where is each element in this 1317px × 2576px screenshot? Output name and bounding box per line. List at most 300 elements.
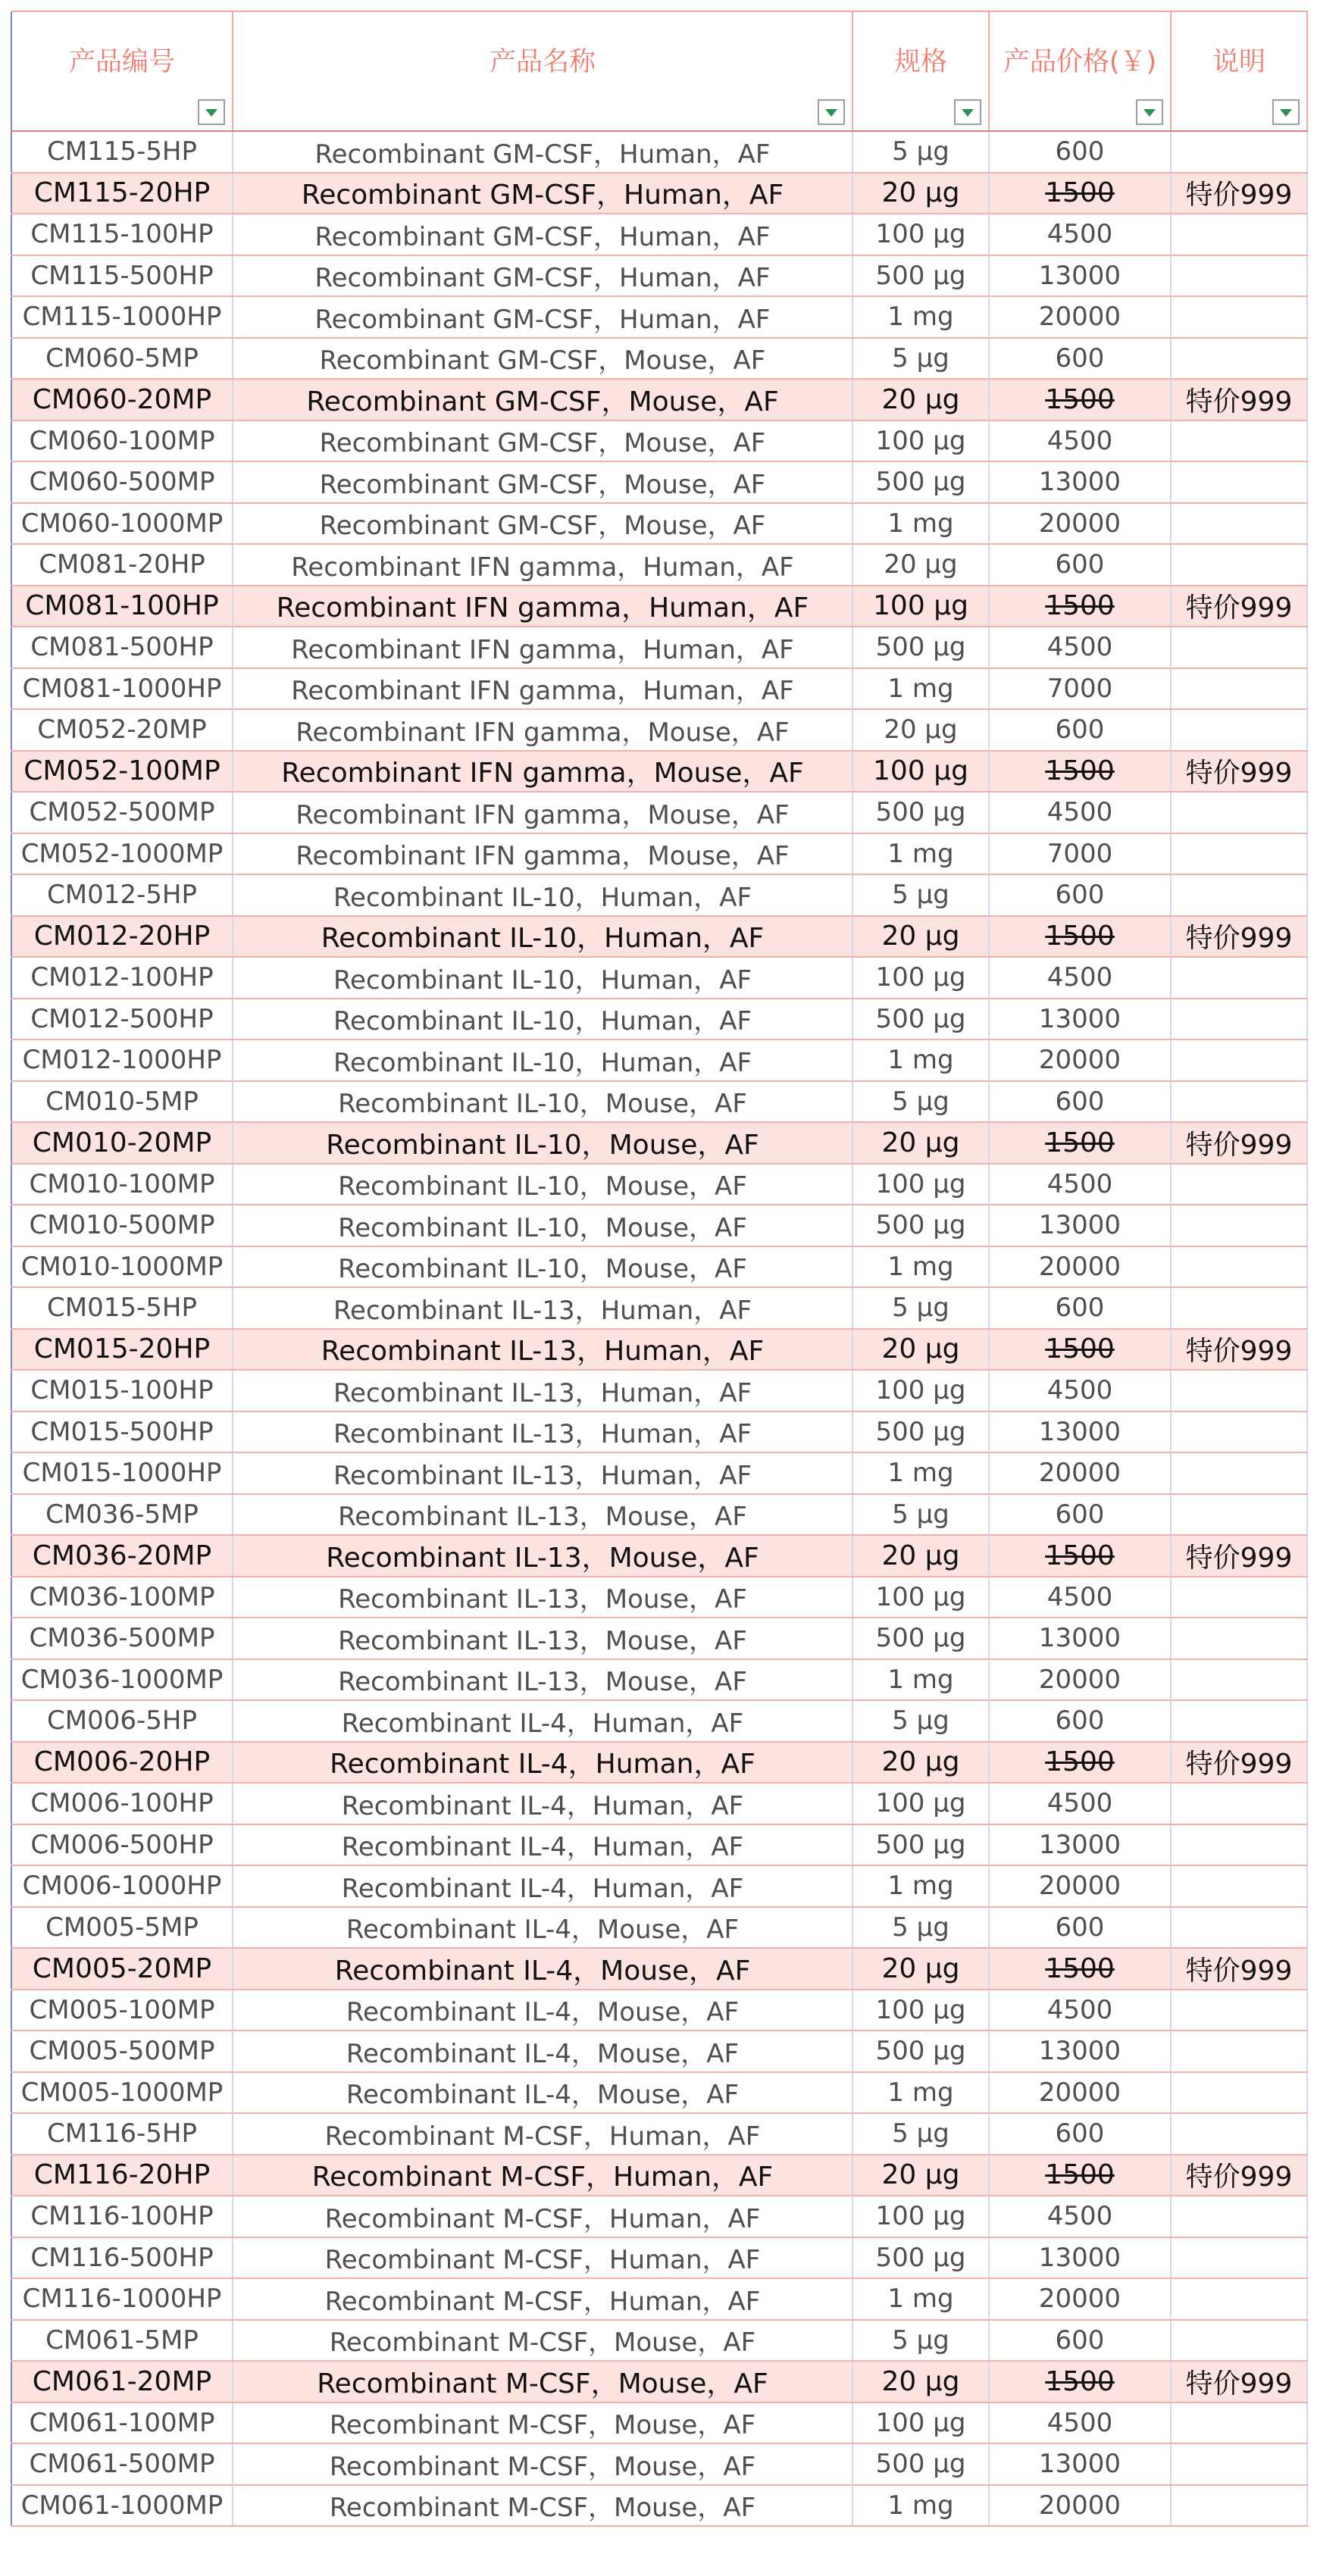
cell-price[interactable]: 600: [989, 338, 1171, 380]
cell-price[interactable]: 20000: [989, 1865, 1171, 1907]
cell-spec[interactable]: 20 μg: [852, 173, 989, 214]
cell-note[interactable]: [1171, 1865, 1307, 1907]
cell-note[interactable]: [1171, 2030, 1307, 2072]
cell-product-code[interactable]: CM015-20HP: [11, 1329, 233, 1371]
filter-dropdown-icon[interactable]: [198, 99, 225, 125]
cell-spec[interactable]: 1 mg: [852, 1452, 989, 1494]
cell-price[interactable]: 7000: [989, 668, 1171, 710]
cell-price[interactable]: 600: [989, 874, 1171, 916]
cell-product-name[interactable]: Recombinant IL-13，Human，AF: [233, 1329, 852, 1371]
cell-product-name[interactable]: Recombinant IL-10，Mouse，AF: [233, 1122, 852, 1164]
cell-note[interactable]: [1171, 214, 1307, 255]
cell-note[interactable]: [1171, 1659, 1307, 1701]
cell-note[interactable]: [1171, 627, 1307, 668]
cell-price[interactable]: 4500: [989, 420, 1171, 462]
cell-price[interactable]: 600: [989, 1494, 1171, 1536]
cell-product-code[interactable]: CM061-1000MP: [11, 2485, 233, 2527]
cell-product-code[interactable]: CM006-5HP: [11, 1700, 233, 1742]
cell-note[interactable]: [1171, 1081, 1307, 1123]
cell-product-name[interactable]: Recombinant IL-13，Human，AF: [233, 1287, 852, 1329]
cell-product-name[interactable]: Recombinant IL-10，Mouse，AF: [233, 1081, 852, 1123]
cell-product-code[interactable]: CM006-500HP: [11, 1824, 233, 1866]
cell-product-code[interactable]: CM116-20HP: [11, 2155, 233, 2196]
cell-spec[interactable]: 500 μg: [852, 627, 989, 668]
cell-spec[interactable]: 5 μg: [852, 1907, 989, 1949]
cell-product-code[interactable]: CM012-500HP: [11, 999, 233, 1040]
cell-product-code[interactable]: CM060-500MP: [11, 461, 233, 503]
cell-product-code[interactable]: CM061-20MP: [11, 2361, 233, 2402]
cell-product-code[interactable]: CM061-5MP: [11, 2320, 233, 2362]
cell-product-name[interactable]: Recombinant IFN gamma，Human，AF: [233, 586, 852, 627]
cell-spec[interactable]: 500 μg: [852, 461, 989, 503]
cell-product-code[interactable]: CM012-5HP: [11, 874, 233, 916]
cell-product-name[interactable]: Recombinant IL-4，Human，AF: [233, 1824, 852, 1866]
cell-note[interactable]: [1171, 2443, 1307, 2485]
cell-price[interactable]: 20000: [989, 1246, 1171, 1288]
cell-spec[interactable]: 100 μg: [852, 2196, 989, 2237]
cell-note[interactable]: [1171, 2278, 1307, 2320]
cell-product-code[interactable]: CM052-500MP: [11, 792, 233, 833]
cell-product-name[interactable]: Recombinant IL-10，Mouse，AF: [233, 1164, 852, 1205]
cell-spec[interactable]: 100 μg: [852, 957, 989, 999]
cell-note[interactable]: [1171, 2485, 1307, 2527]
cell-note[interactable]: [1171, 874, 1307, 916]
cell-product-name[interactable]: Recombinant IFN gamma，Mouse，AF: [233, 709, 852, 751]
cell-price[interactable]: 4500: [989, 1164, 1171, 1205]
cell-spec[interactable]: 100 μg: [852, 586, 989, 627]
cell-price[interactable]: 600: [989, 131, 1171, 173]
cell-spec[interactable]: 100 μg: [852, 1370, 989, 1411]
cell-product-code[interactable]: CM005-1000MP: [11, 2072, 233, 2114]
cell-note[interactable]: [1171, 709, 1307, 751]
cell-note[interactable]: [1171, 999, 1307, 1040]
cell-note[interactable]: [1171, 2196, 1307, 2237]
cell-note[interactable]: [1171, 2237, 1307, 2279]
cell-product-code[interactable]: CM006-20HP: [11, 1742, 233, 1784]
cell-product-name[interactable]: Recombinant IL-4，Mouse，AF: [233, 2030, 852, 2072]
cell-spec[interactable]: 5 μg: [852, 1700, 989, 1742]
cell-note[interactable]: 特价999: [1171, 1948, 1307, 1990]
cell-spec[interactable]: 500 μg: [852, 2237, 989, 2279]
cell-spec[interactable]: 5 μg: [852, 874, 989, 916]
cell-price[interactable]: 600: [989, 2113, 1171, 2155]
cell-spec[interactable]: 20 μg: [852, 1948, 989, 1990]
cell-product-code[interactable]: CM015-5HP: [11, 1287, 233, 1329]
cell-product-name[interactable]: Recombinant IL-10，Human，AF: [233, 874, 852, 916]
cell-product-code[interactable]: CM010-20MP: [11, 1122, 233, 1164]
cell-product-name[interactable]: Recombinant IFN gamma，Mouse，AF: [233, 792, 852, 833]
cell-note[interactable]: 特价999: [1171, 173, 1307, 214]
cell-product-code[interactable]: CM010-5MP: [11, 1081, 233, 1123]
cell-product-name[interactable]: Recombinant GM-CSF，Human，AF: [233, 173, 852, 214]
cell-product-name[interactable]: Recombinant IL-4，Human，AF: [233, 1783, 852, 1824]
cell-note[interactable]: [1171, 1824, 1307, 1866]
cell-spec[interactable]: 100 μg: [852, 1783, 989, 1824]
cell-spec[interactable]: 500 μg: [852, 792, 989, 833]
cell-product-name[interactable]: Recombinant IL-4，Mouse，AF: [233, 2072, 852, 2114]
cell-product-name[interactable]: Recombinant M-CSF，Mouse，AF: [233, 2361, 852, 2402]
cell-note[interactable]: [1171, 2402, 1307, 2444]
cell-product-code[interactable]: CM060-1000MP: [11, 503, 233, 545]
cell-note[interactable]: [1171, 503, 1307, 545]
cell-price[interactable]: 4500: [989, 1783, 1171, 1824]
cell-price[interactable]: [989, 379, 1171, 420]
cell-product-name[interactable]: Recombinant M-CSF，Human，AF: [233, 2196, 852, 2237]
cell-spec[interactable]: 500 μg: [852, 999, 989, 1040]
cell-spec[interactable]: 100 μg: [852, 420, 989, 462]
cell-note[interactable]: [1171, 2320, 1307, 2362]
cell-product-name[interactable]: Recombinant M-CSF，Human，AF: [233, 2113, 852, 2155]
cell-product-code[interactable]: CM115-20HP: [11, 173, 233, 214]
cell-price[interactable]: [989, 173, 1171, 214]
cell-product-name[interactable]: Recombinant GM-CSF，Human，AF: [233, 296, 852, 338]
cell-note[interactable]: [1171, 1039, 1307, 1081]
cell-note[interactable]: [1171, 461, 1307, 503]
cell-price[interactable]: 13000: [989, 461, 1171, 503]
cell-product-name[interactable]: Recombinant IL-4，Mouse，AF: [233, 1907, 852, 1949]
cell-spec[interactable]: 1 mg: [852, 2485, 989, 2527]
cell-product-code[interactable]: CM010-1000MP: [11, 1246, 233, 1288]
cell-note[interactable]: [1171, 255, 1307, 297]
cell-note[interactable]: [1171, 1246, 1307, 1288]
cell-price[interactable]: [989, 586, 1171, 627]
cell-spec[interactable]: 20 μg: [852, 1535, 989, 1577]
cell-spec[interactable]: 500 μg: [852, 1205, 989, 1246]
cell-spec[interactable]: 20 μg: [852, 2361, 989, 2402]
cell-product-code[interactable]: CM015-1000HP: [11, 1452, 233, 1494]
cell-spec[interactable]: 500 μg: [852, 1411, 989, 1453]
cell-note[interactable]: [1171, 1907, 1307, 1949]
cell-note[interactable]: [1171, 2113, 1307, 2155]
cell-note[interactable]: 特价999: [1171, 586, 1307, 627]
cell-spec[interactable]: 1 mg: [852, 1246, 989, 1288]
cell-price[interactable]: [989, 751, 1171, 792]
cell-price[interactable]: 600: [989, 709, 1171, 751]
cell-product-name[interactable]: Recombinant IL-10，Mouse，AF: [233, 1205, 852, 1246]
cell-spec[interactable]: 100 μg: [852, 1577, 989, 1618]
cell-note[interactable]: 特价999: [1171, 751, 1307, 792]
cell-product-code[interactable]: CM005-500MP: [11, 2030, 233, 2072]
cell-spec[interactable]: 500 μg: [852, 2443, 989, 2485]
cell-product-code[interactable]: CM116-100HP: [11, 2196, 233, 2237]
cell-spec[interactable]: 20 μg: [852, 2155, 989, 2196]
cell-spec[interactable]: 1 mg: [852, 503, 989, 545]
cell-product-code[interactable]: CM115-1000HP: [11, 296, 233, 338]
cell-note[interactable]: [1171, 1370, 1307, 1411]
cell-product-name[interactable]: Recombinant GM-CSF，Mouse，AF: [233, 461, 852, 503]
cell-spec[interactable]: 500 μg: [852, 255, 989, 297]
cell-price[interactable]: 4500: [989, 214, 1171, 255]
cell-product-name[interactable]: Recombinant IL-10，Human，AF: [233, 916, 852, 958]
cell-spec[interactable]: 20 μg: [852, 379, 989, 420]
cell-price[interactable]: 600: [989, 544, 1171, 586]
cell-product-code[interactable]: CM061-500MP: [11, 2443, 233, 2485]
cell-spec[interactable]: 5 μg: [852, 131, 989, 173]
cell-spec[interactable]: 500 μg: [852, 2030, 989, 2072]
cell-product-name[interactable]: Recombinant IL-10，Mouse，AF: [233, 1246, 852, 1288]
cell-product-name[interactable]: Recombinant IL-4，Human，AF: [233, 1865, 852, 1907]
cell-product-code[interactable]: CM052-20MP: [11, 709, 233, 751]
cell-spec[interactable]: 5 μg: [852, 2320, 989, 2362]
cell-product-name[interactable]: Recombinant GM-CSF，Human，AF: [233, 255, 852, 297]
cell-price[interactable]: 20000: [989, 1452, 1171, 1494]
cell-product-code[interactable]: CM012-1000HP: [11, 1039, 233, 1081]
cell-spec[interactable]: 1 mg: [852, 2072, 989, 2114]
cell-product-name[interactable]: Recombinant M-CSF，Human，AF: [233, 2278, 852, 2320]
cell-product-name[interactable]: Recombinant GM-CSF，Mouse，AF: [233, 503, 852, 545]
cell-product-name[interactable]: Recombinant M-CSF，Mouse，AF: [233, 2320, 852, 2362]
cell-product-code[interactable]: CM060-5MP: [11, 338, 233, 380]
cell-note[interactable]: [1171, 1783, 1307, 1824]
cell-price[interactable]: 13000: [989, 2443, 1171, 2485]
cell-product-code[interactable]: CM115-100HP: [11, 214, 233, 255]
cell-note[interactable]: [1171, 1411, 1307, 1453]
table-row: [11, 338, 1307, 380]
cell-price[interactable]: 20000: [989, 2072, 1171, 2114]
cell-product-name[interactable]: Recombinant IL-13，Human，AF: [233, 1452, 852, 1494]
cell-price[interactable]: 4500: [989, 627, 1171, 668]
cell-product-name[interactable]: Recombinant IL-4，Mouse，AF: [233, 1948, 852, 1990]
cell-product-name[interactable]: Recombinant M-CSF，Mouse，AF: [233, 2402, 852, 2444]
cell-note[interactable]: [1171, 957, 1307, 999]
cell-price[interactable]: 20000: [989, 503, 1171, 545]
cell-spec[interactable]: 20 μg: [852, 709, 989, 751]
cell-note[interactable]: [1171, 1990, 1307, 2031]
cell-spec[interactable]: 1 mg: [852, 833, 989, 875]
cell-note[interactable]: 特价999: [1171, 1122, 1307, 1164]
cell-price[interactable]: 20000: [989, 2278, 1171, 2320]
cell-product-name[interactable]: Recombinant IL-10，Human，AF: [233, 957, 852, 999]
cell-note[interactable]: [1171, 668, 1307, 710]
cell-product-name[interactable]: Recombinant IL-4，Mouse，AF: [233, 1990, 852, 2031]
cell-product-name[interactable]: Recombinant IL-10，Human，AF: [233, 1039, 852, 1081]
cell-product-name[interactable]: Recombinant IFN gamma，Human，AF: [233, 668, 852, 710]
cell-price[interactable]: 13000: [989, 999, 1171, 1040]
cell-price[interactable]: 13000: [989, 2030, 1171, 2072]
cell-price[interactable]: 4500: [989, 2196, 1171, 2237]
table-row-promo: [11, 916, 1307, 958]
cell-spec[interactable]: 1 mg: [852, 1865, 989, 1907]
cell-spec[interactable]: 1 mg: [852, 1659, 989, 1701]
cell-price[interactable]: [989, 1329, 1171, 1371]
cell-product-code[interactable]: CM116-500HP: [11, 2237, 233, 2279]
cell-product-name[interactable]: Recombinant IFN gamma，Human，AF: [233, 627, 852, 668]
cell-price[interactable]: 600: [989, 2320, 1171, 2362]
cell-note[interactable]: [1171, 338, 1307, 380]
cell-product-code[interactable]: CM060-100MP: [11, 420, 233, 462]
table-row: [11, 1783, 1307, 1824]
cell-note[interactable]: [1171, 544, 1307, 586]
cell-price[interactable]: 13000: [989, 1824, 1171, 1866]
cell-product-name[interactable]: Recombinant IFN gamma，Mouse，AF: [233, 833, 852, 875]
cell-product-name[interactable]: Recombinant M-CSF，Human，AF: [233, 2237, 852, 2279]
cell-price[interactable]: 4500: [989, 2402, 1171, 2444]
cell-product-code[interactable]: CM081-100HP: [11, 586, 233, 627]
cell-spec[interactable]: 1 mg: [852, 668, 989, 710]
cell-spec[interactable]: 5 μg: [852, 1494, 989, 1536]
cell-product-code[interactable]: CM081-20HP: [11, 544, 233, 586]
cell-note[interactable]: 特价999: [1171, 379, 1307, 420]
cell-spec[interactable]: 20 μg: [852, 1329, 989, 1371]
cell-note[interactable]: [1171, 1618, 1307, 1659]
cell-note[interactable]: [1171, 131, 1307, 173]
cell-price[interactable]: 20000: [989, 1659, 1171, 1701]
cell-price[interactable]: 4500: [989, 792, 1171, 833]
cell-note[interactable]: [1171, 1205, 1307, 1246]
cell-spec[interactable]: 20 μg: [852, 1122, 989, 1164]
cell-price[interactable]: [989, 2155, 1171, 2196]
cell-product-code[interactable]: CM052-1000MP: [11, 833, 233, 875]
cell-product-code[interactable]: CM116-5HP: [11, 2113, 233, 2155]
cell-price[interactable]: [989, 2361, 1171, 2402]
cell-price[interactable]: 13000: [989, 255, 1171, 297]
cell-product-code[interactable]: CM012-20HP: [11, 916, 233, 958]
cell-product-name[interactable]: Recombinant IFN gamma，Mouse，AF: [233, 751, 852, 792]
cell-spec[interactable]: 20 μg: [852, 544, 989, 586]
cell-note[interactable]: [1171, 2072, 1307, 2114]
cell-product-name[interactable]: Recombinant GM-CSF，Human，AF: [233, 214, 852, 255]
cell-note[interactable]: 特价999: [1171, 1329, 1307, 1371]
cell-spec[interactable]: 1 mg: [852, 296, 989, 338]
cell-product-code[interactable]: CM036-100MP: [11, 1577, 233, 1618]
cell-price[interactable]: 20000: [989, 296, 1171, 338]
cell-spec[interactable]: 5 μg: [852, 338, 989, 380]
cell-product-code[interactable]: CM006-1000HP: [11, 1865, 233, 1907]
cell-price[interactable]: [989, 916, 1171, 958]
cell-product-name[interactable]: Recombinant IL-4，Human，AF: [233, 1700, 852, 1742]
cell-price[interactable]: [989, 1948, 1171, 1990]
cell-product-name[interactable]: Recombinant IL-13，Mouse，AF: [233, 1659, 852, 1701]
cell-note[interactable]: 特价999: [1171, 1742, 1307, 1784]
cell-price[interactable]: [989, 1742, 1171, 1784]
cell-note[interactable]: [1171, 833, 1307, 875]
cell-product-code[interactable]: CM012-100HP: [11, 957, 233, 999]
cell-product-name[interactable]: Recombinant IL-13，Human，AF: [233, 1370, 852, 1411]
cell-note[interactable]: [1171, 1700, 1307, 1742]
cell-product-code[interactable]: CM015-500HP: [11, 1411, 233, 1453]
cell-price[interactable]: 13000: [989, 1618, 1171, 1659]
cell-product-name[interactable]: Recombinant IL-4，Human，AF: [233, 1742, 852, 1784]
cell-product-code[interactable]: CM010-500MP: [11, 1205, 233, 1246]
cell-product-name[interactable]: Recombinant GM-CSF，Mouse，AF: [233, 338, 852, 380]
cell-spec[interactable]: 100 μg: [852, 751, 989, 792]
cell-spec[interactable]: 100 μg: [852, 1164, 989, 1205]
cell-product-code[interactable]: CM010-100MP: [11, 1164, 233, 1205]
cell-product-code[interactable]: CM036-20MP: [11, 1535, 233, 1577]
cell-note[interactable]: 特价999: [1171, 2361, 1307, 2402]
cell-product-name[interactable]: Recombinant GM-CSF，Mouse，AF: [233, 420, 852, 462]
cell-spec[interactable]: 5 μg: [852, 1081, 989, 1123]
cell-spec[interactable]: 100 μg: [852, 214, 989, 255]
cell-product-code[interactable]: CM036-500MP: [11, 1618, 233, 1659]
cell-product-code[interactable]: CM081-1000HP: [11, 668, 233, 710]
cell-product-code[interactable]: CM036-5MP: [11, 1494, 233, 1536]
cell-product-name[interactable]: Recombinant M-CSF，Mouse，AF: [233, 2443, 852, 2485]
cell-price[interactable]: 20000: [989, 2485, 1171, 2527]
cell-price[interactable]: 7000: [989, 833, 1171, 875]
cell-price[interactable]: 4500: [989, 1370, 1171, 1411]
cell-spec[interactable]: 20 μg: [852, 916, 989, 958]
cell-note[interactable]: [1171, 1287, 1307, 1329]
cell-product-code[interactable]: CM005-20MP: [11, 1948, 233, 1990]
cell-product-name[interactable]: Recombinant GM-CSF，Mouse，AF: [233, 379, 852, 420]
cell-price[interactable]: 4500: [989, 1577, 1171, 1618]
cell-product-code[interactable]: CM115-5HP: [11, 131, 233, 173]
cell-note[interactable]: [1171, 792, 1307, 833]
cell-product-code[interactable]: CM036-1000MP: [11, 1659, 233, 1701]
cell-price[interactable]: 20000: [989, 1039, 1171, 1081]
cell-price[interactable]: 600: [989, 1081, 1171, 1123]
cell-product-code[interactable]: CM052-100MP: [11, 751, 233, 792]
cell-product-name[interactable]: Recombinant IL-13，Mouse，AF: [233, 1618, 852, 1659]
cell-spec[interactable]: 5 μg: [852, 2113, 989, 2155]
header-product-code: [11, 11, 233, 131]
cell-note[interactable]: [1171, 1494, 1307, 1536]
cell-note[interactable]: [1171, 420, 1307, 462]
cell-product-name[interactable]: Recombinant IL-13，Mouse，AF: [233, 1535, 852, 1577]
cell-product-code[interactable]: CM116-1000HP: [11, 2278, 233, 2320]
cell-product-name[interactable]: Recombinant M-CSF，Mouse，AF: [233, 2485, 852, 2527]
cell-spec[interactable]: 500 μg: [852, 1824, 989, 1866]
cell-product-name[interactable]: Recombinant IL-10，Human，AF: [233, 999, 852, 1040]
cell-product-name[interactable]: Recombinant M-CSF，Human，AF: [233, 2155, 852, 2196]
filter-dropdown-icon[interactable]: [954, 99, 981, 125]
cell-spec[interactable]: 500 μg: [852, 1618, 989, 1659]
cell-product-code[interactable]: CM115-500HP: [11, 255, 233, 297]
cell-price[interactable]: [989, 1122, 1171, 1164]
filter-dropdown-icon[interactable]: [818, 99, 845, 125]
cell-price[interactable]: 600: [989, 1700, 1171, 1742]
cell-product-code[interactable]: CM005-100MP: [11, 1990, 233, 2031]
cell-product-name[interactable]: Recombinant IL-13，Human，AF: [233, 1411, 852, 1453]
cell-product-name[interactable]: Recombinant GM-CSF，Human，AF: [233, 131, 852, 173]
filter-dropdown-icon[interactable]: [1272, 99, 1300, 125]
cell-note[interactable]: 特价999: [1171, 1535, 1307, 1577]
cell-spec[interactable]: 1 mg: [852, 1039, 989, 1081]
cell-spec[interactable]: 5 μg: [852, 1287, 989, 1329]
cell-product-code[interactable]: CM081-500HP: [11, 627, 233, 668]
cell-price[interactable]: 13000: [989, 1205, 1171, 1246]
cell-spec[interactable]: 100 μg: [852, 2402, 989, 2444]
cell-product-code[interactable]: CM006-100HP: [11, 1783, 233, 1824]
cell-product-code[interactable]: CM005-5MP: [11, 1907, 233, 1949]
cell-spec[interactable]: 100 μg: [852, 1990, 989, 2031]
cell-product-name[interactable]: Recombinant IL-13，Mouse，AF: [233, 1494, 852, 1536]
cell-product-code[interactable]: CM015-100HP: [11, 1370, 233, 1411]
cell-price[interactable]: [989, 1535, 1171, 1577]
cell-spec[interactable]: 1 mg: [852, 2278, 989, 2320]
cell-product-name[interactable]: Recombinant IL-13，Mouse，AF: [233, 1577, 852, 1618]
cell-note[interactable]: 特价999: [1171, 2155, 1307, 2196]
cell-note[interactable]: [1171, 1577, 1307, 1618]
cell-product-name[interactable]: Recombinant IFN gamma，Human，AF: [233, 544, 852, 586]
cell-note[interactable]: [1171, 1452, 1307, 1494]
cell-note[interactable]: [1171, 1164, 1307, 1205]
cell-price[interactable]: 4500: [989, 1990, 1171, 2031]
cell-price[interactable]: 600: [989, 1287, 1171, 1329]
table-row: [11, 1164, 1307, 1205]
cell-price[interactable]: 4500: [989, 957, 1171, 999]
cell-product-code[interactable]: CM061-100MP: [11, 2402, 233, 2444]
cell-note[interactable]: [1171, 296, 1307, 338]
cell-price[interactable]: 600: [989, 1907, 1171, 1949]
cell-product-code[interactable]: CM060-20MP: [11, 379, 233, 420]
cell-note[interactable]: 特价999: [1171, 916, 1307, 958]
cell-price[interactable]: 13000: [989, 2237, 1171, 2279]
cell-price[interactable]: 13000: [989, 1411, 1171, 1453]
filter-dropdown-icon[interactable]: [1136, 99, 1163, 125]
cell-spec[interactable]: 20 μg: [852, 1742, 989, 1784]
